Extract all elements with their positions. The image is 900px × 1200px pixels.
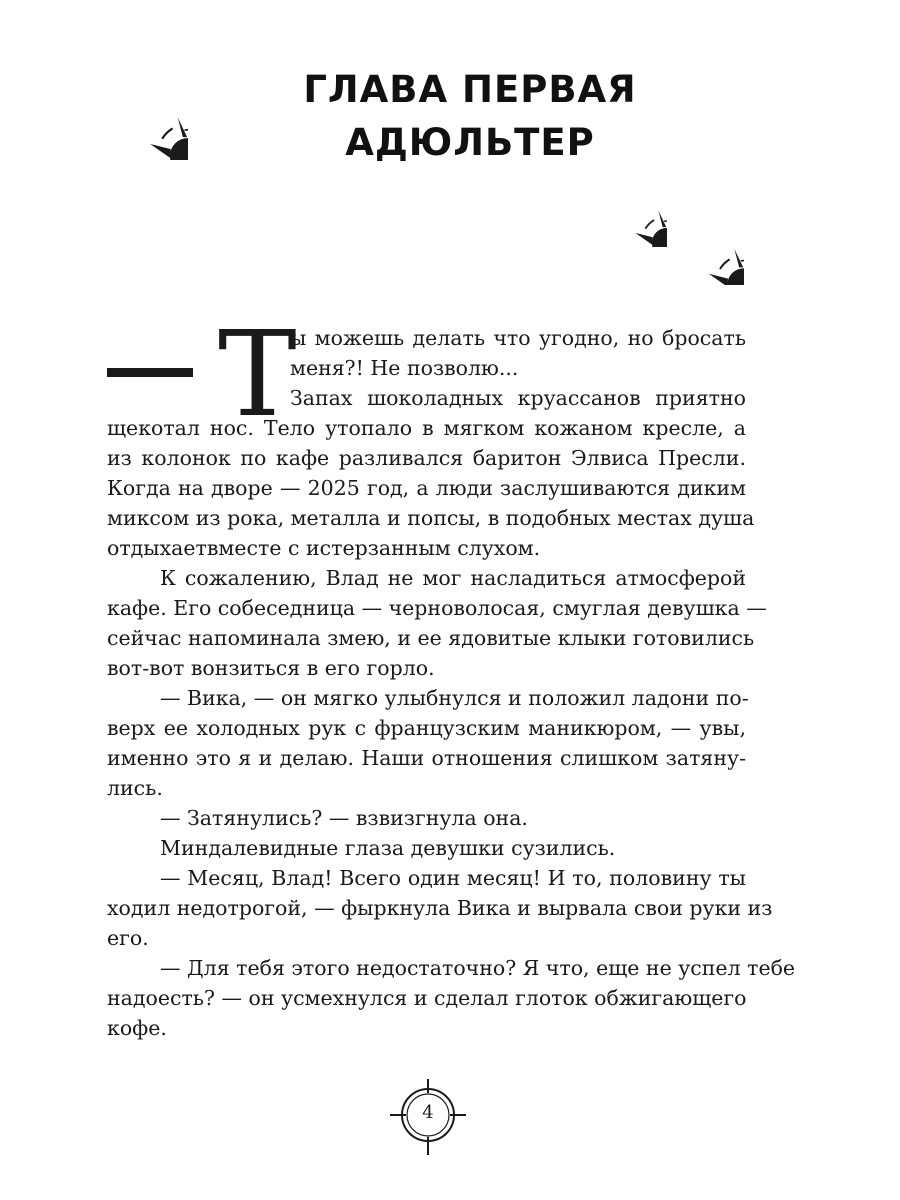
text-line: кафе. Его собеседница — черноволосая, смуглая девушка —: [107, 596, 767, 620]
chapter-number-heading: ГЛАВА ПЕРВАЯ: [303, 68, 637, 111]
bullet-hole-icon: [664, 205, 744, 285]
text-line: сейчас напоминала змею, и ее ядовитые клыки готовились: [107, 626, 755, 650]
text-line: ы можешь делать что угодно, но бросать: [290, 326, 746, 350]
text-line: отдыхаетвместе с истерзанным слухом.: [107, 536, 541, 560]
text-line: К сожалению, Влад не мог насладиться атмосферой: [160, 566, 746, 590]
text-line: кофе.: [107, 1016, 167, 1040]
text-line: меня?! Не позволю...: [290, 356, 519, 380]
drop-dash: [107, 368, 193, 377]
bullet-hole-icon: [102, 66, 188, 160]
bullet-hole-icon: [595, 167, 667, 247]
text-line: Запах шоколадных круассанов приятно: [290, 386, 746, 410]
text-line: лись.: [107, 776, 163, 800]
text-line: надоесть? — он усмехнулся и сделал глоток обжигающего: [107, 986, 747, 1010]
text-line: вот-вот вонзиться в его горло.: [107, 656, 435, 680]
text-line: — Затянулись? — взвизгнула она.: [160, 806, 528, 830]
text-line: именно это я и делаю. Наши отношения слишком затяну-: [107, 746, 746, 770]
text-line: ходил недотрогой, — фыркнула Вика и вырвала свои руки из: [107, 896, 773, 920]
text-line: — Месяц, Влад! Всего один месяц! И то, половину ты: [160, 866, 746, 890]
text-line: — Для тебя этого недостаточно? Я что, еще не успел тебе: [160, 956, 796, 980]
text-line: верх ее холодных рук с французским маникюром, — увы,: [107, 716, 746, 740]
text-line: — Вика, — он мягко улыбнулся и положил ладони по-: [160, 686, 749, 710]
text-line: миксом из рока, металла и попсы, в подобных местах душа: [107, 506, 755, 530]
chapter-title-heading: АДЮЛЬТЕР: [345, 121, 595, 164]
text-line: щекотал нос. Тело утопало в мягком кожаном кресле, а: [107, 416, 746, 440]
text-line: Когда на дворе — 2025 год, а люди заслушиваются диким: [107, 476, 746, 500]
page-number-badge: [388, 1077, 468, 1157]
text-line: Миндалевидные глаза девушки сузились.: [160, 836, 616, 860]
page-number: 4: [422, 1102, 434, 1123]
text-line: его.: [107, 926, 149, 950]
text-line: из колонок по кафе разливался баритон Элвиса Пресли.: [107, 446, 746, 470]
drop-cap-letter: Т: [218, 305, 297, 443]
